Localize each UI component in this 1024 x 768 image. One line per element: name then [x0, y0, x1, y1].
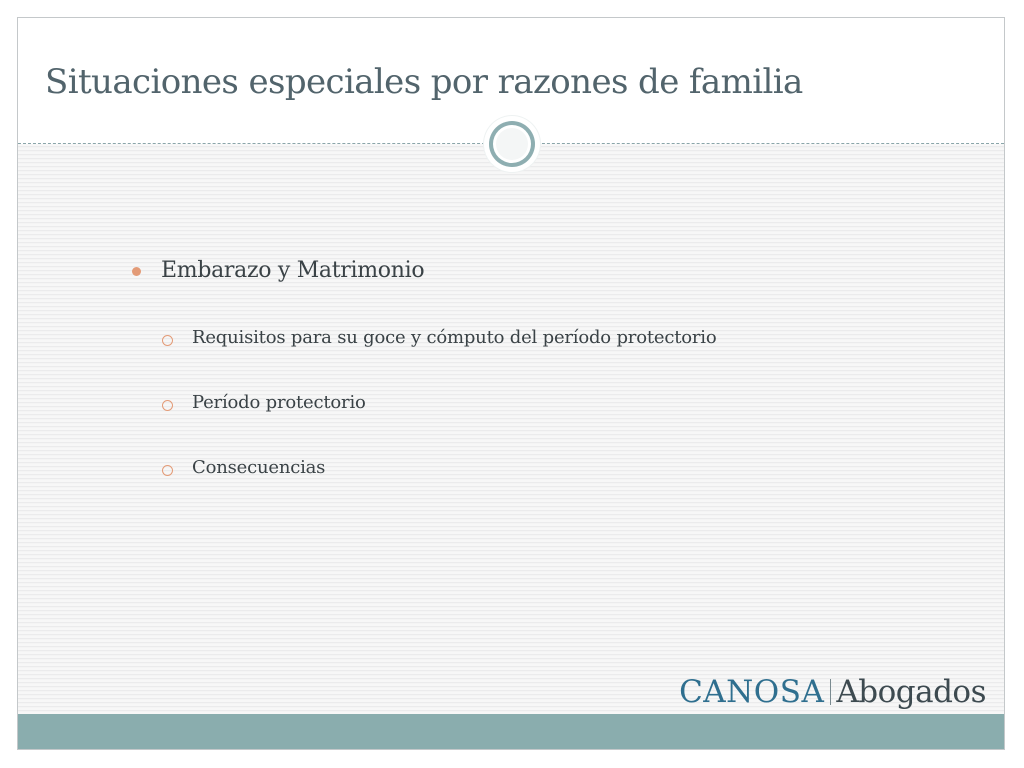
hollow-bullet-icon — [162, 335, 173, 346]
company-logo — [679, 674, 986, 710]
sub-bullet-text: Consecuencias — [192, 457, 326, 478]
sub-bullet-text: Requisitos para su goce y cómputo del período protectorio — [192, 327, 717, 348]
logo-suffix: Abogados — [836, 674, 986, 710]
bullet-dot-icon — [132, 267, 141, 276]
hollow-bullet-icon — [162, 465, 173, 476]
logo-separator — [830, 679, 831, 705]
content-area — [18, 144, 1004, 716]
slide-title: Situaciones especiales por razones de familia — [45, 62, 803, 102]
bullet-text: Embarazo y Matrimonio — [161, 258, 425, 283]
logo-brand: CANOSA — [679, 674, 825, 710]
divider-ring-icon — [484, 116, 540, 172]
footer-band — [18, 714, 1004, 749]
slide — [17, 17, 1005, 750]
sub-bullet-text: Período protectorio — [192, 392, 366, 413]
hollow-bullet-icon — [162, 400, 173, 411]
